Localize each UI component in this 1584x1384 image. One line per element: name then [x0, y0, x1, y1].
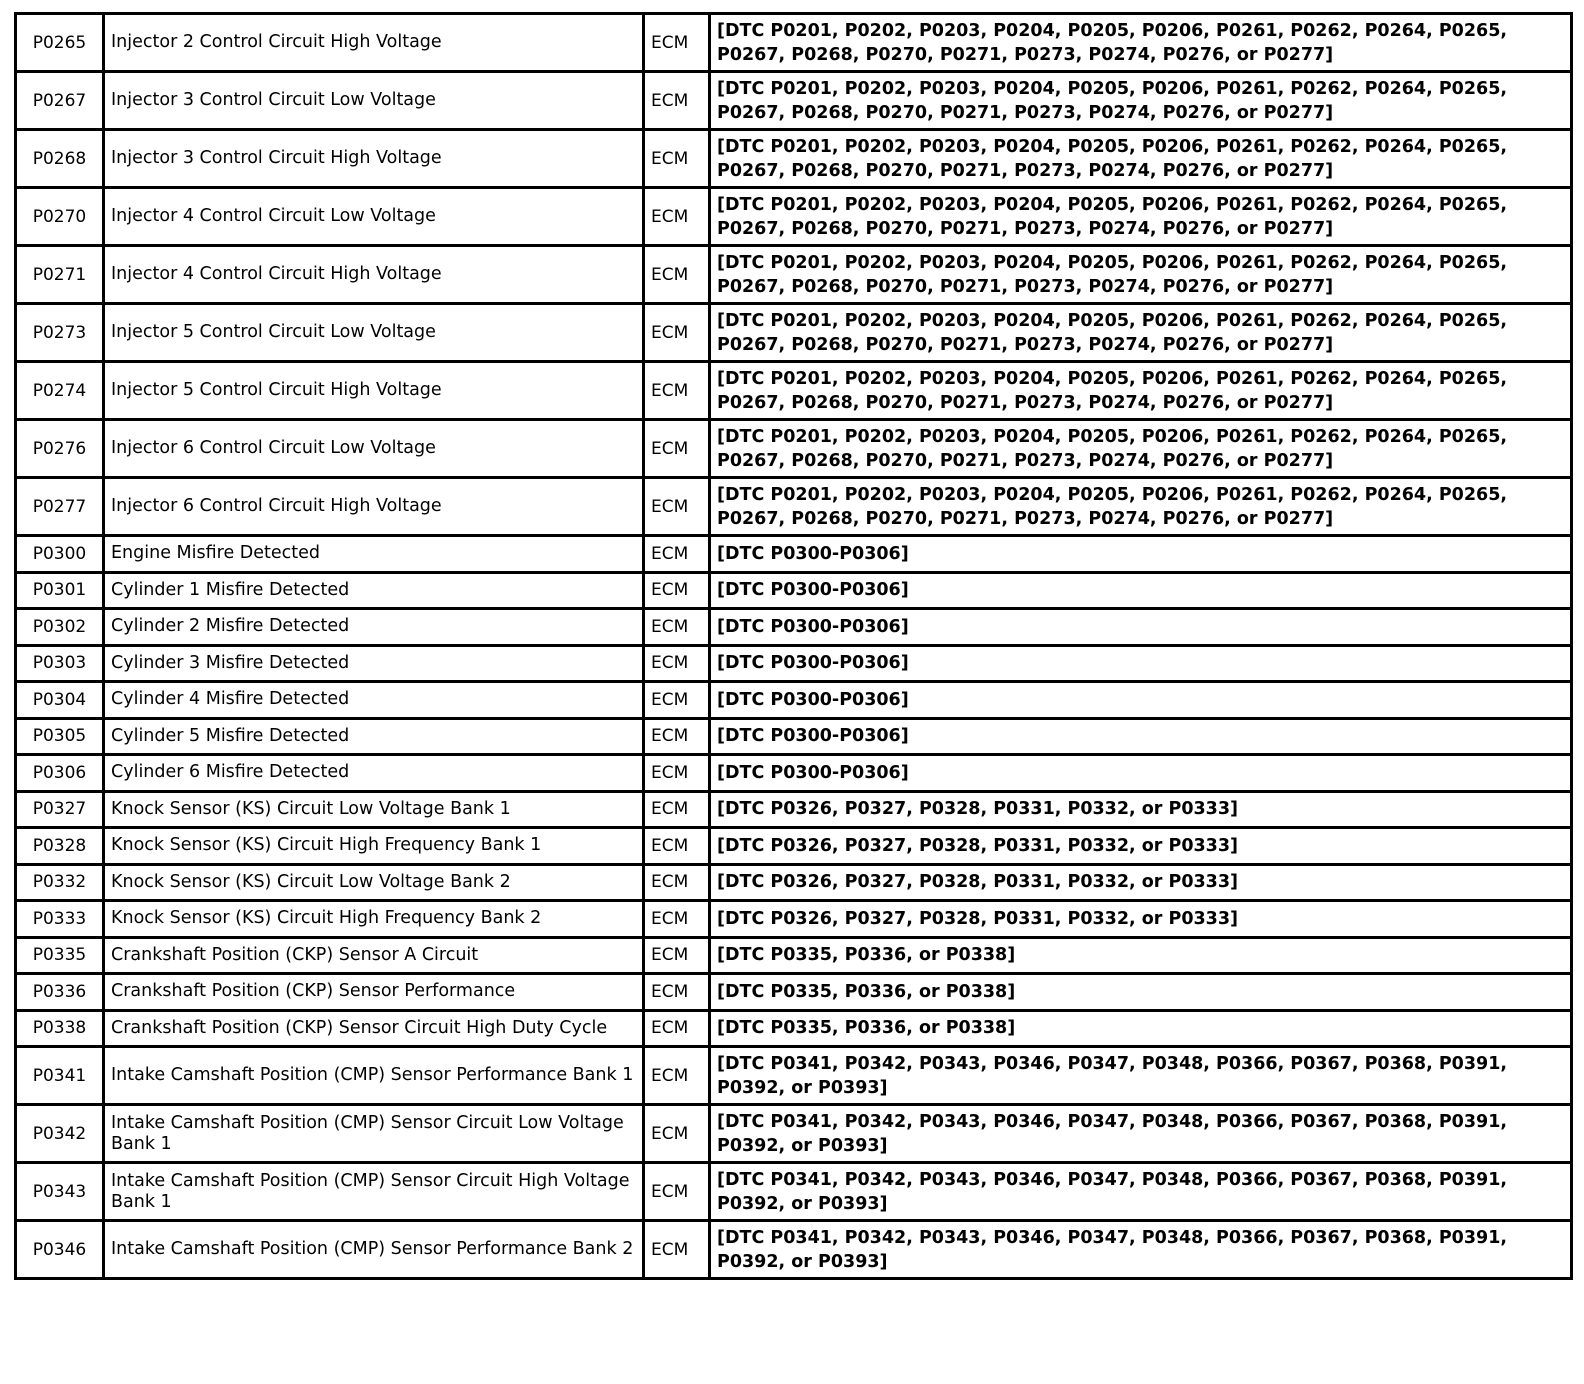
dtc-description-cell: Cylinder 2 Misfire Detected	[104, 609, 644, 646]
table-row	[16, 188, 1572, 246]
dtc-code-cell: P0277	[16, 478, 104, 536]
conditions-cell: [DTC P0335, P0336, or P0338]	[710, 1010, 1572, 1047]
module-cell: ECM	[644, 755, 710, 792]
table-row	[16, 304, 1572, 362]
module-cell: ECM	[644, 1010, 710, 1047]
dtc-table	[14, 12, 1573, 1280]
dtc-code-cell: P0328	[16, 828, 104, 865]
conditions-cell: [DTC P0341, P0342, P0343, P0346, P0347, P0348, P0366, P0367, P0368, P0391, P0392, or P0393]	[710, 1105, 1572, 1163]
module-cell: ECM	[644, 536, 710, 573]
module-cell: ECM	[644, 645, 710, 682]
dtc-code-cell: P0327	[16, 791, 104, 828]
table-row	[16, 791, 1572, 828]
table-row	[16, 130, 1572, 188]
dtc-description-cell: Intake Camshaft Position (CMP) Sensor Performance Bank 2	[104, 1221, 644, 1279]
dtc-code-cell: P0305	[16, 718, 104, 755]
dtc-code-cell: P0301	[16, 572, 104, 609]
dtc-description-cell: Knock Sensor (KS) Circuit High Frequency Bank 2	[104, 901, 644, 938]
conditions-cell: [DTC P0300-P0306]	[710, 609, 1572, 646]
module-cell: ECM	[644, 609, 710, 646]
dtc-description-cell: Cylinder 6 Misfire Detected	[104, 755, 644, 792]
conditions-cell: [DTC P0201, P0202, P0203, P0204, P0205, P0206, P0261, P0262, P0264, P0265, P0267, P0268, P0270, P0271, P0273, P0274, P0276, or P0277]	[710, 246, 1572, 304]
module-cell: ECM	[644, 937, 710, 974]
dtc-description-cell: Crankshaft Position (CKP) Sensor A Circuit	[104, 937, 644, 974]
module-cell: ECM	[644, 1105, 710, 1163]
conditions-cell: [DTC P0201, P0202, P0203, P0204, P0205, P0206, P0261, P0262, P0264, P0265, P0267, P0268, P0270, P0271, P0273, P0274, P0276, or P0277]	[710, 130, 1572, 188]
module-cell: ECM	[644, 1047, 710, 1105]
dtc-description-cell: Intake Camshaft Position (CMP) Sensor Circuit High Voltage Bank 1	[104, 1163, 644, 1221]
module-cell: ECM	[644, 974, 710, 1011]
dtc-code-cell: P0304	[16, 682, 104, 719]
table-row	[16, 362, 1572, 420]
dtc-code-cell: P0303	[16, 645, 104, 682]
conditions-cell: [DTC P0300-P0306]	[710, 718, 1572, 755]
dtc-code-cell: P0267	[16, 72, 104, 130]
table-row	[16, 1105, 1572, 1163]
dtc-description-cell: Intake Camshaft Position (CMP) Sensor Circuit Low Voltage Bank 1	[104, 1105, 644, 1163]
table-row	[16, 572, 1572, 609]
table-row	[16, 718, 1572, 755]
module-cell: ECM	[644, 420, 710, 478]
module-cell: ECM	[644, 14, 710, 72]
table-row	[16, 1047, 1572, 1105]
conditions-cell: [DTC P0201, P0202, P0203, P0204, P0205, P0206, P0261, P0262, P0264, P0265, P0267, P0268, P0270, P0271, P0273, P0274, P0276, or P0277]	[710, 188, 1572, 246]
conditions-cell: [DTC P0326, P0327, P0328, P0331, P0332, or P0333]	[710, 791, 1572, 828]
module-cell: ECM	[644, 1221, 710, 1279]
dtc-description-cell: Crankshaft Position (CKP) Sensor Circuit High Duty Cycle	[104, 1010, 644, 1047]
table-row	[16, 901, 1572, 938]
dtc-code-cell: P0302	[16, 609, 104, 646]
table-row	[16, 14, 1572, 72]
table-row	[16, 478, 1572, 536]
table-row	[16, 755, 1572, 792]
conditions-cell: [DTC P0201, P0202, P0203, P0204, P0205, P0206, P0261, P0262, P0264, P0265, P0267, P0268, P0270, P0271, P0273, P0274, P0276, or P0277]	[710, 72, 1572, 130]
dtc-code-cell: P0335	[16, 937, 104, 974]
conditions-cell: [DTC P0300-P0306]	[710, 645, 1572, 682]
dtc-description-cell: Cylinder 1 Misfire Detected	[104, 572, 644, 609]
conditions-cell: [DTC P0300-P0306]	[710, 682, 1572, 719]
module-cell: ECM	[644, 130, 710, 188]
table-row	[16, 1010, 1572, 1047]
dtc-description-cell: Cylinder 4 Misfire Detected	[104, 682, 644, 719]
dtc-code-cell: P0273	[16, 304, 104, 362]
table-row	[16, 864, 1572, 901]
dtc-description-cell: Knock Sensor (KS) Circuit High Frequency Bank 1	[104, 828, 644, 865]
module-cell: ECM	[644, 72, 710, 130]
dtc-description-cell: Crankshaft Position (CKP) Sensor Performance	[104, 974, 644, 1011]
module-cell: ECM	[644, 718, 710, 755]
table-row	[16, 937, 1572, 974]
dtc-description-cell: Injector 5 Control Circuit Low Voltage	[104, 304, 644, 362]
dtc-code-cell: P0341	[16, 1047, 104, 1105]
conditions-cell: [DTC P0201, P0202, P0203, P0204, P0205, P0206, P0261, P0262, P0264, P0265, P0267, P0268, P0270, P0271, P0273, P0274, P0276, or P0277]	[710, 478, 1572, 536]
dtc-description-cell: Injector 6 Control Circuit High Voltage	[104, 478, 644, 536]
dtc-description-cell: Engine Misfire Detected	[104, 536, 644, 573]
conditions-cell: [DTC P0300-P0306]	[710, 755, 1572, 792]
dtc-description-cell: Injector 5 Control Circuit High Voltage	[104, 362, 644, 420]
conditions-cell: [DTC P0201, P0202, P0203, P0204, P0205, P0206, P0261, P0262, P0264, P0265, P0267, P0268, P0270, P0271, P0273, P0274, P0276, or P0277]	[710, 14, 1572, 72]
dtc-code-cell: P0265	[16, 14, 104, 72]
dtc-description-cell: Injector 4 Control Circuit Low Voltage	[104, 188, 644, 246]
dtc-description-cell: Injector 2 Control Circuit High Voltage	[104, 14, 644, 72]
table-row	[16, 828, 1572, 865]
module-cell: ECM	[644, 304, 710, 362]
module-cell: ECM	[644, 362, 710, 420]
module-cell: ECM	[644, 791, 710, 828]
dtc-code-cell: P0332	[16, 864, 104, 901]
conditions-cell: [DTC P0335, P0336, or P0338]	[710, 937, 1572, 974]
conditions-cell: [DTC P0326, P0327, P0328, P0331, P0332, or P0333]	[710, 901, 1572, 938]
dtc-description-cell: Injector 3 Control Circuit Low Voltage	[104, 72, 644, 130]
conditions-cell: [DTC P0326, P0327, P0328, P0331, P0332, or P0333]	[710, 828, 1572, 865]
table-row	[16, 645, 1572, 682]
conditions-cell: [DTC P0341, P0342, P0343, P0346, P0347, P0348, P0366, P0367, P0368, P0391, P0392, or P0393]	[710, 1163, 1572, 1221]
dtc-code-cell: P0276	[16, 420, 104, 478]
dtc-code-cell: P0271	[16, 246, 104, 304]
table-row	[16, 72, 1572, 130]
conditions-cell: [DTC P0300-P0306]	[710, 572, 1572, 609]
conditions-cell: [DTC P0335, P0336, or P0338]	[710, 974, 1572, 1011]
table-row	[16, 1221, 1572, 1279]
module-cell: ECM	[644, 828, 710, 865]
dtc-description-cell: Cylinder 5 Misfire Detected	[104, 718, 644, 755]
conditions-cell: [DTC P0326, P0327, P0328, P0331, P0332, or P0333]	[710, 864, 1572, 901]
dtc-description-cell: Cylinder 3 Misfire Detected	[104, 645, 644, 682]
table-row	[16, 420, 1572, 478]
table-row	[16, 246, 1572, 304]
module-cell: ECM	[644, 1163, 710, 1221]
conditions-cell: [DTC P0201, P0202, P0203, P0204, P0205, P0206, P0261, P0262, P0264, P0265, P0267, P0268, P0270, P0271, P0273, P0274, P0276, or P0277]	[710, 420, 1572, 478]
dtc-code-cell: P0270	[16, 188, 104, 246]
dtc-code-cell: P0343	[16, 1163, 104, 1221]
dtc-description-cell: Injector 3 Control Circuit High Voltage	[104, 130, 644, 188]
module-cell: ECM	[644, 864, 710, 901]
dtc-code-cell: P0336	[16, 974, 104, 1011]
dtc-code-cell: P0274	[16, 362, 104, 420]
dtc-code-cell: P0333	[16, 901, 104, 938]
dtc-code-cell: P0306	[16, 755, 104, 792]
dtc-table-body	[16, 14, 1572, 1279]
conditions-cell: [DTC P0201, P0202, P0203, P0204, P0205, P0206, P0261, P0262, P0264, P0265, P0267, P0268, P0270, P0271, P0273, P0274, P0276, or P0277]	[710, 362, 1572, 420]
dtc-code-cell: P0346	[16, 1221, 104, 1279]
table-row	[16, 682, 1572, 719]
table-row	[16, 1163, 1572, 1221]
dtc-code-cell: P0300	[16, 536, 104, 573]
table-row	[16, 536, 1572, 573]
dtc-description-cell: Intake Camshaft Position (CMP) Sensor Performance Bank 1	[104, 1047, 644, 1105]
dtc-code-cell: P0342	[16, 1105, 104, 1163]
module-cell: ECM	[644, 572, 710, 609]
conditions-cell: [DTC P0341, P0342, P0343, P0346, P0347, P0348, P0366, P0367, P0368, P0391, P0392, or P0393]	[710, 1221, 1572, 1279]
conditions-cell: [DTC P0201, P0202, P0203, P0204, P0205, P0206, P0261, P0262, P0264, P0265, P0267, P0268, P0270, P0271, P0273, P0274, P0276, or P0277]	[710, 304, 1572, 362]
dtc-code-cell: P0338	[16, 1010, 104, 1047]
module-cell: ECM	[644, 246, 710, 304]
dtc-description-cell: Injector 6 Control Circuit Low Voltage	[104, 420, 644, 478]
dtc-description-cell: Injector 4 Control Circuit High Voltage	[104, 246, 644, 304]
table-row	[16, 609, 1572, 646]
table-row	[16, 974, 1572, 1011]
module-cell: ECM	[644, 478, 710, 536]
module-cell: ECM	[644, 188, 710, 246]
dtc-code-cell: P0268	[16, 130, 104, 188]
dtc-description-cell: Knock Sensor (KS) Circuit Low Voltage Bank 1	[104, 791, 644, 828]
conditions-cell: [DTC P0300-P0306]	[710, 536, 1572, 573]
module-cell: ECM	[644, 901, 710, 938]
conditions-cell: [DTC P0341, P0342, P0343, P0346, P0347, P0348, P0366, P0367, P0368, P0391, P0392, or P0393]	[710, 1047, 1572, 1105]
module-cell: ECM	[644, 682, 710, 719]
dtc-description-cell: Knock Sensor (KS) Circuit Low Voltage Bank 2	[104, 864, 644, 901]
